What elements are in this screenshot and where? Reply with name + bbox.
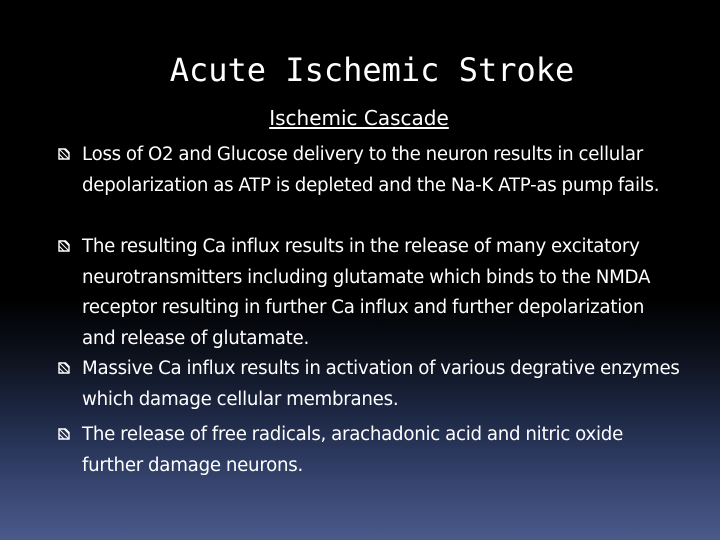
square-bullet-icon bbox=[56, 146, 72, 162]
square-bullet-icon bbox=[56, 360, 72, 376]
bullet-text: The resulting Ca influx results in the release of many excitatory neurotransmitters including glutamate which binds to the NMDA receptor resulting in further Ca influx and further depolarization and release of glutamate. bbox=[82, 236, 651, 349]
bullet-text: Loss of O2 and Glucose delivery to the neuron results in cellular depolarization as ATP is depleted and the Na-K ATP-as pump fails. bbox=[82, 144, 660, 196]
square-bullet-icon bbox=[56, 426, 72, 442]
bullet-text: Massive Ca influx results in activation of various degrative enzymes which damage cellular membranes. bbox=[82, 358, 680, 410]
slide-title: Acute Ischemic Stroke bbox=[169, 51, 575, 89]
slide-subtitle-text: Ischemic Cascade bbox=[269, 106, 449, 130]
bullet-text: The release of free radicals, arachadonic acid and nitric oxide further damage neurons. bbox=[82, 424, 624, 476]
square-bullet-icon bbox=[56, 238, 72, 254]
